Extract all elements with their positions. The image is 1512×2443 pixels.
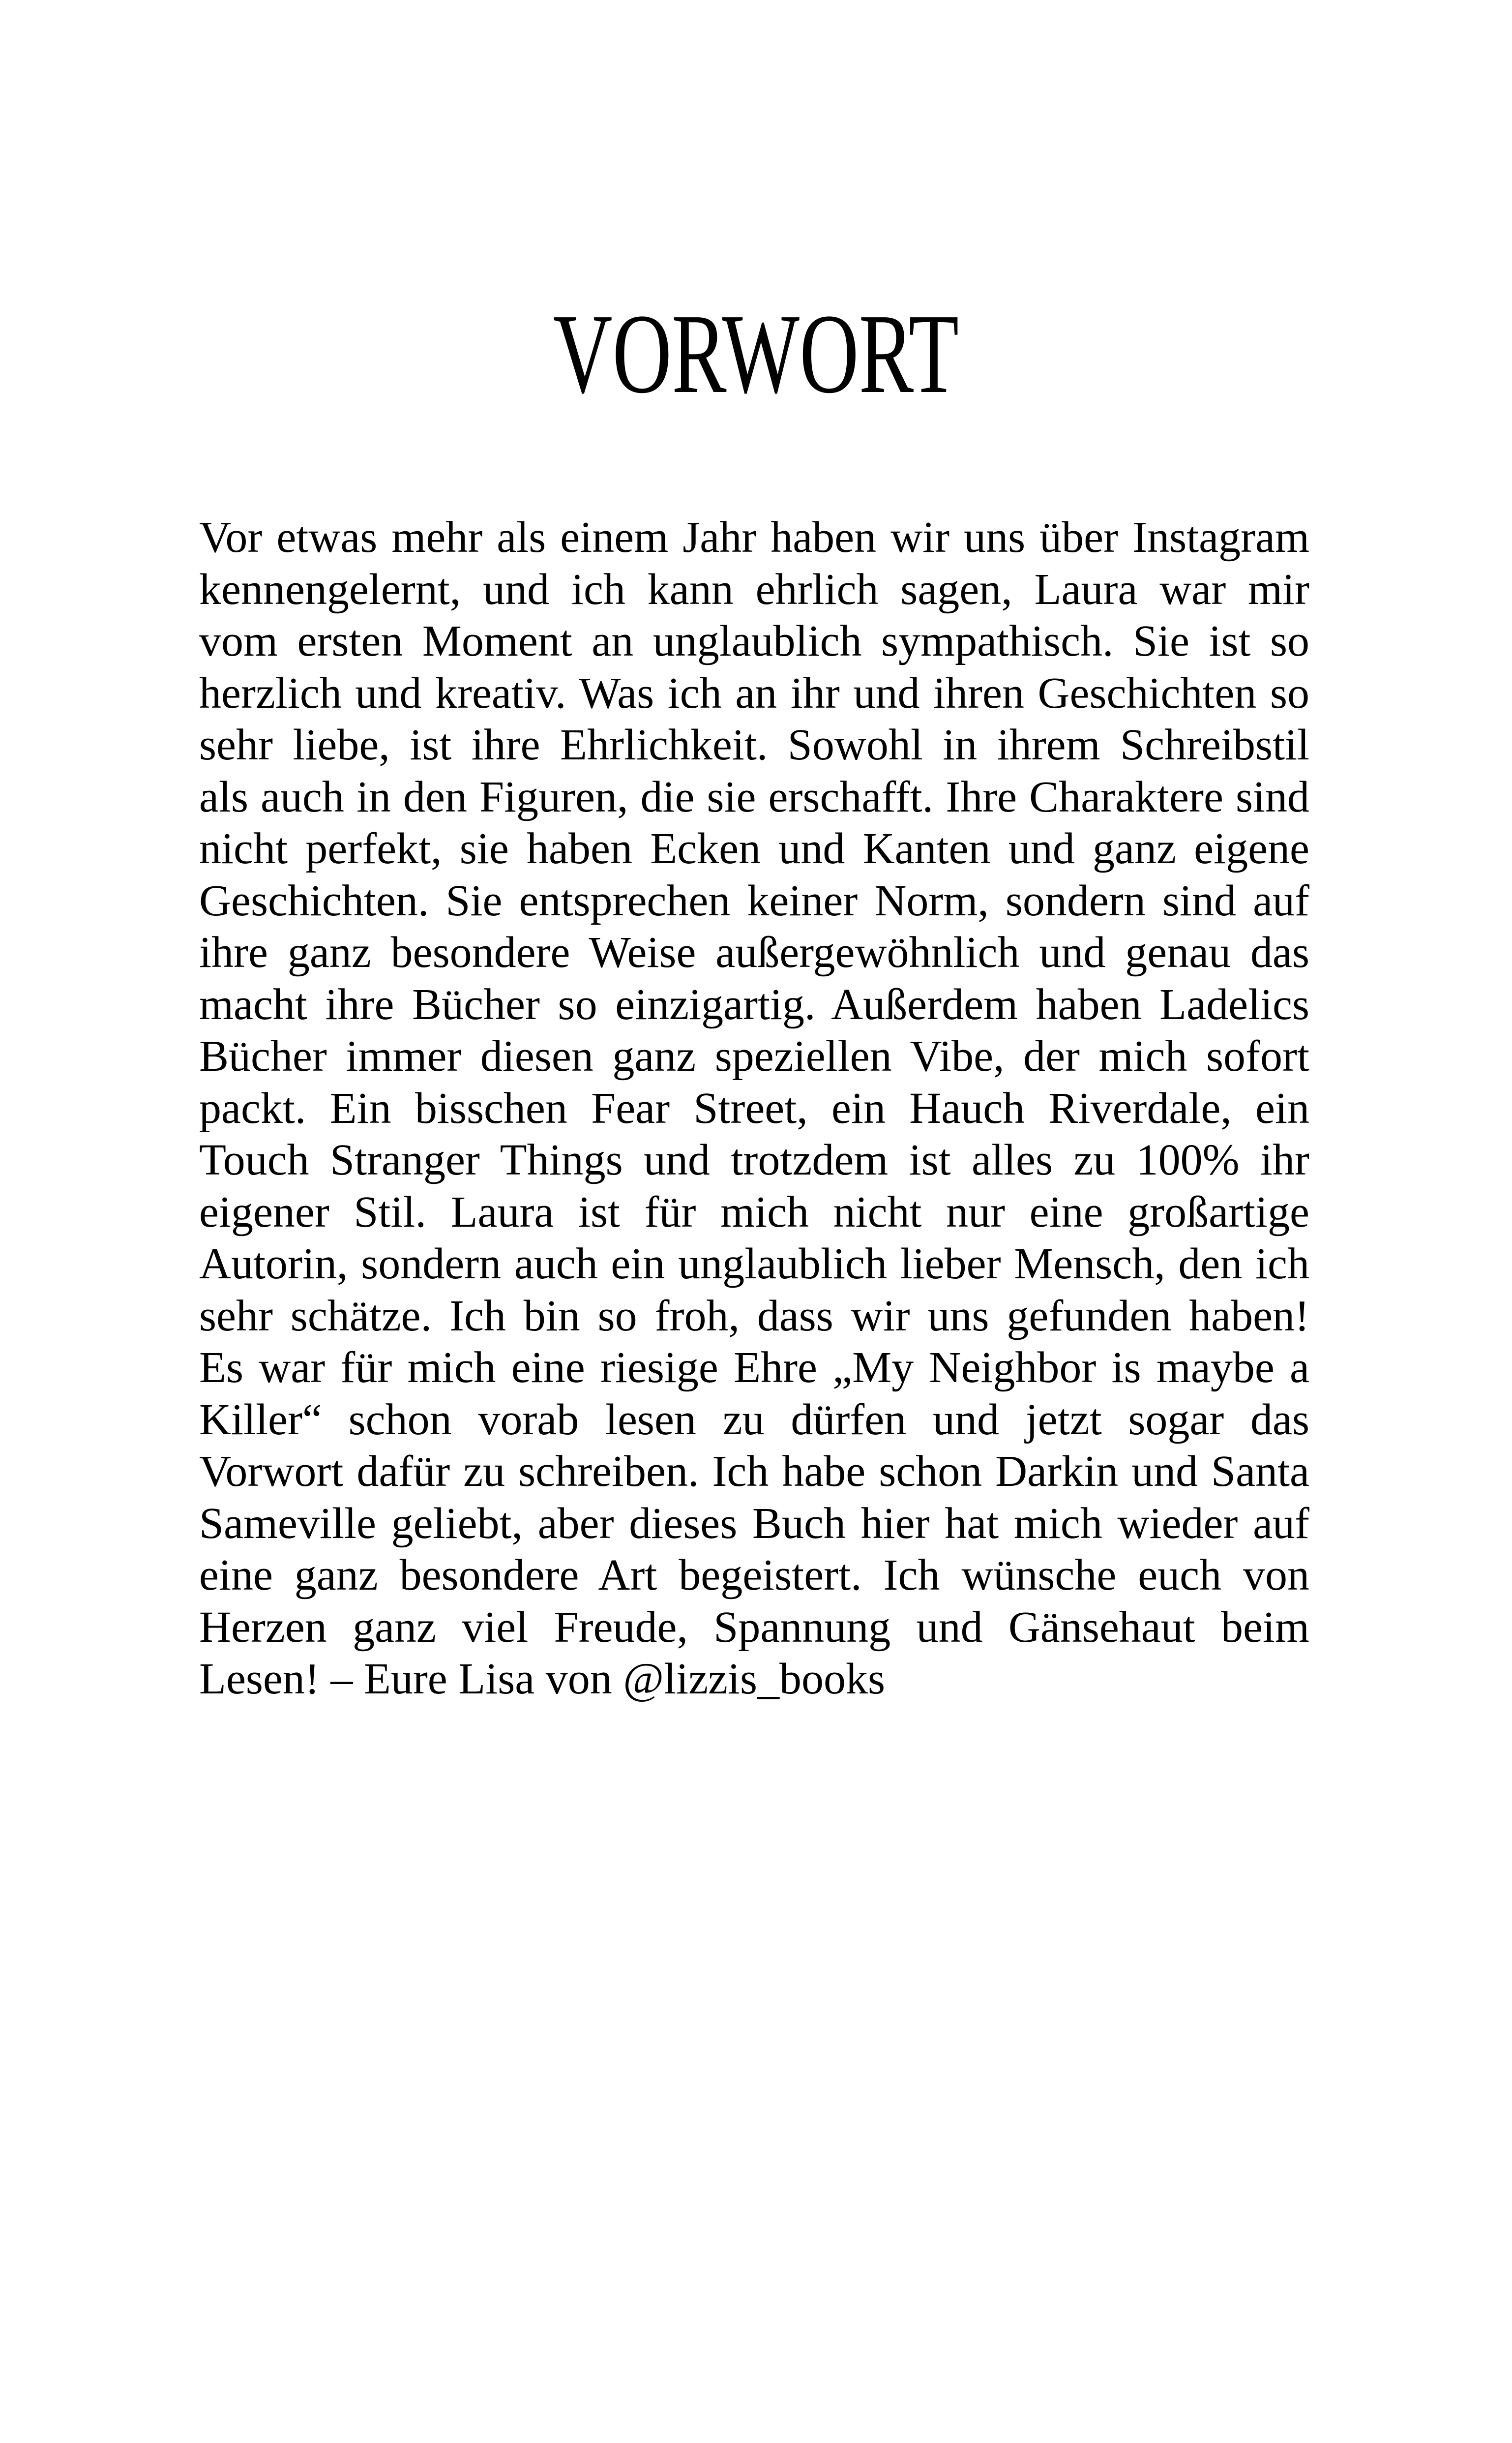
text-line: macht ihre Bücher so einzigartig. Außerdem haben Ladelics <box>199 980 1309 1029</box>
text-line: Touch Stranger Things und trotzdem ist alles zu 100% ihr <box>199 1136 1309 1184</box>
text-line: Herzen ganz viel Freude, Spannung und Gänsehaut beim <box>199 1602 1309 1652</box>
text-line: eigener Stil. Laura ist für mich nicht nur eine großartige <box>199 1187 1309 1237</box>
text-line: sehr schätze. Ich bin so froh, dass wir uns gefunden haben! <box>199 1291 1309 1340</box>
text-line: Geschichten. Sie entsprechen keiner Norm, sondern sind auf <box>199 876 1309 925</box>
text-line: nicht perfekt, sie haben Ecken und Kanten und ganz eigene <box>199 824 1309 873</box>
text-line: Killer“ schon vorab lesen zu dürfen und jetzt sogar das <box>199 1395 1309 1444</box>
text-line: Lesen! – Eure Lisa von @lizzis_books <box>199 1655 886 1703</box>
text-line: ihre ganz besondere Weise außergewöhnlich und genau das <box>199 928 1309 977</box>
text-line: Bücher immer diesen ganz speziellen Vibe, der mich sofort <box>199 1032 1309 1081</box>
text-line: Sameville geliebt, aber dieses Buch hier hat mich wieder auf <box>199 1499 1309 1548</box>
text-line: Autorin, sondern auch ein unglaublich lieber Mensch, den ich <box>199 1239 1309 1288</box>
text-line: Es war für mich eine riesige Ehre „My Neighbor is maybe a <box>199 1343 1309 1392</box>
foreword-text <box>199 512 1309 1705</box>
text-line: als auch in den Figuren, die sie erschafft. Ihre Charaktere sind <box>199 772 1309 821</box>
text-line: Vor etwas mehr als einem Jahr haben wir uns über Instagram <box>199 513 1309 562</box>
text-line: kennengelernt, und ich kann ehrlich sagen, Laura war mir <box>199 565 1309 614</box>
text-line: Vorwort dafür zu schreiben. Ich habe schon Darkin und Santa <box>199 1447 1309 1496</box>
text-line: sehr liebe, ist ihre Ehrlichkeit. Sowohl in ihrem Schreibstil <box>199 721 1309 769</box>
text-line: vom ersten Moment an unglaublich sympathisch. Sie ist so <box>199 617 1309 665</box>
chapter-title: VORWORT <box>553 291 959 417</box>
text-line: eine ganz besondere Art begeistert. Ich wünsche euch von <box>199 1551 1309 1599</box>
text-line: packt. Ein bisschen Fear Street, ein Hauch Riverdale, ein <box>199 1084 1309 1133</box>
text-line: herzlich und kreativ. Was ich an ihr und ihren Geschichten so <box>199 668 1309 718</box>
